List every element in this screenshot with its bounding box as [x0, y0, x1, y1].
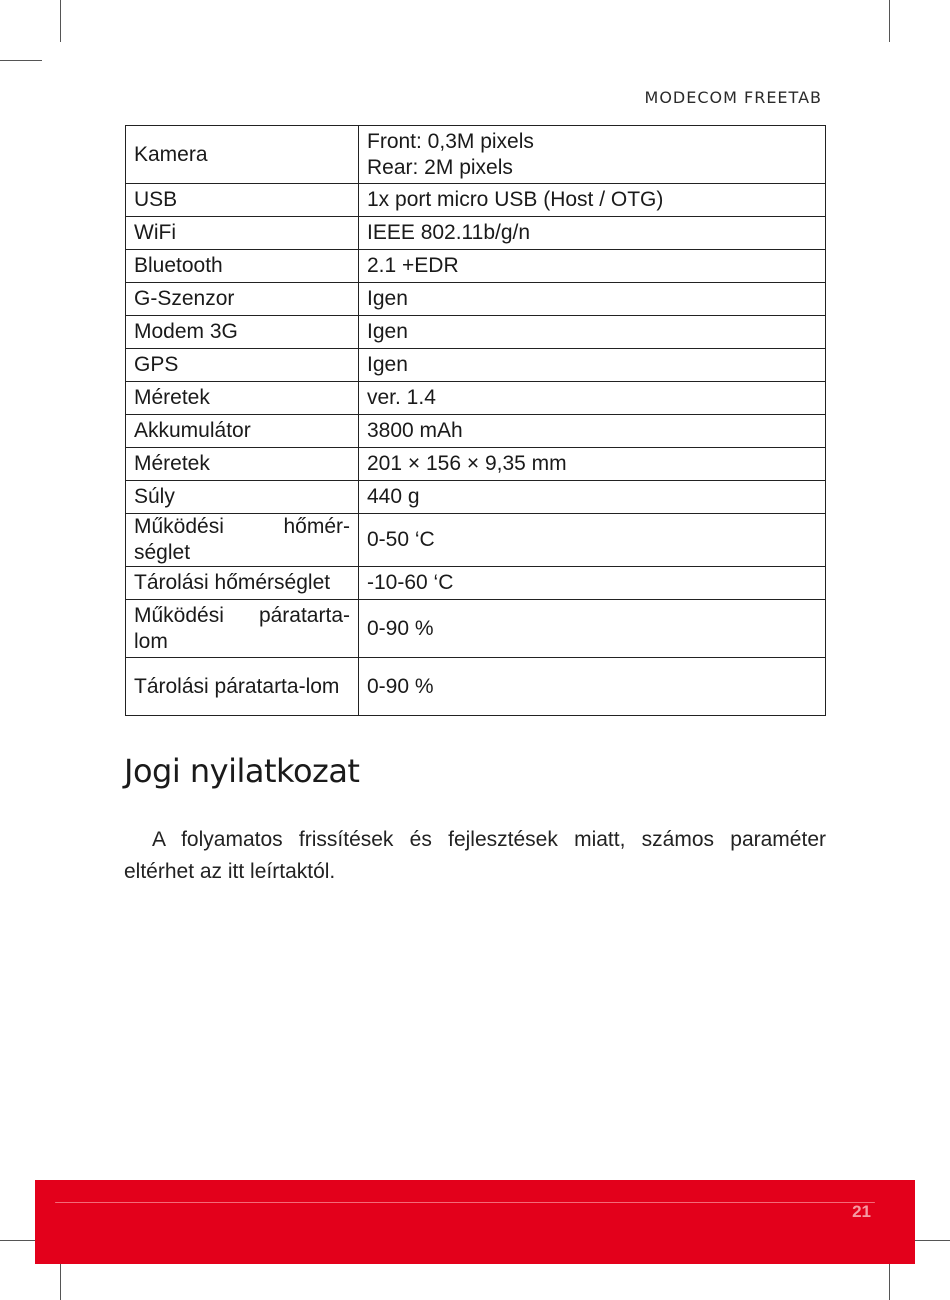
footer-band: [35, 1180, 915, 1264]
spec-value: [359, 448, 826, 481]
spec-value: [359, 415, 826, 448]
spec-value: [359, 658, 826, 716]
spec-row: [126, 481, 826, 514]
spec-value-line: ver. 1.4: [367, 386, 436, 409]
page-number: 21: [852, 1202, 871, 1221]
spec-value: [359, 217, 826, 250]
spec-value: [359, 349, 826, 382]
spec-label: Kamera: [126, 126, 359, 184]
spec-value-line: IEEE 802.11b/g/n: [367, 221, 531, 244]
disclaimer-paragraph: A folyamatos frissítések és fejlesztések miatt, számos paraméter eltérhet az itt leírtaktól.: [124, 828, 826, 883]
spec-value: [359, 250, 826, 283]
crop-mark-top-left-vertical: [60, 0, 61, 42]
spec-value-line: Igen: [367, 320, 408, 343]
spec-value: [359, 567, 826, 600]
spec-label: Akkumulátor: [126, 415, 359, 448]
spec-row: [126, 448, 826, 481]
spec-value-line: Rear: 2M pixels: [367, 155, 513, 179]
spec-value: [359, 316, 826, 349]
spec-row: [126, 250, 826, 283]
spec-row: [126, 126, 826, 184]
spec-value: [359, 481, 826, 514]
spec-label: Működési hőmér-séglet: [126, 514, 359, 567]
crop-mark-bottom-right-vertical: [889, 1258, 890, 1300]
spec-row: [126, 283, 826, 316]
crop-mark-bottom-left-vertical: [60, 1258, 61, 1300]
spec-value-line: 0-90 %: [367, 674, 434, 698]
spec-value-line: Front: 0,3M pixels: [367, 129, 534, 153]
spec-label: Méretek: [126, 448, 359, 481]
spec-row: [126, 600, 826, 658]
spec-value: [359, 514, 826, 567]
spec-value-line: 0-50 ‘C: [367, 528, 435, 551]
spec-label: Bluetooth: [126, 250, 359, 283]
spec-label: Méretek: [126, 382, 359, 415]
spec-label: Modem 3G: [126, 316, 359, 349]
spec-value-line: 2.1 +EDR: [367, 254, 459, 277]
spec-label: GPS: [126, 349, 359, 382]
spec-label: Működési páratarta-lom: [126, 600, 359, 658]
spec-value-line: -10-60 ‘C: [367, 571, 454, 594]
spec-value: [359, 600, 826, 658]
spec-row: [126, 316, 826, 349]
spec-row: [126, 217, 826, 250]
spec-value-line: 3800 mAh: [367, 419, 463, 442]
spec-label: Tárolási páratarta-lom: [126, 658, 359, 716]
spec-label: WiFi: [126, 217, 359, 250]
section-title: Jogi nyilatkozat: [124, 752, 360, 790]
spec-row: [126, 415, 826, 448]
spec-value: [359, 126, 826, 184]
footer-decor-line: [55, 1202, 875, 1203]
spec-row: [126, 658, 826, 716]
crop-mark-top-right-vertical: [889, 0, 890, 42]
brand-header: MODECOM FREETAB: [644, 88, 822, 107]
spec-row: [126, 382, 826, 415]
spec-row: [126, 567, 826, 600]
spec-row: [126, 349, 826, 382]
spec-value-line: 0-90 %: [367, 616, 434, 640]
spec-label: G-Szenzor: [126, 283, 359, 316]
spec-value-line: 201 × 156 × 9,35 mm: [367, 452, 567, 475]
crop-mark-top-left-horizontal: [0, 60, 42, 61]
spec-value-line: Igen: [367, 287, 408, 310]
spec-label: Súly: [126, 481, 359, 514]
spec-value-line: Igen: [367, 353, 408, 376]
spec-value-line: 440 g: [367, 485, 420, 508]
spec-row: [126, 514, 826, 567]
spec-value: [359, 283, 826, 316]
spec-value: [359, 382, 826, 415]
spec-label: USB: [126, 184, 359, 217]
spec-label: Tárolási hőmérséglet: [126, 567, 359, 600]
spec-row: [126, 184, 826, 217]
spec-value: [359, 184, 826, 217]
spec-table: [125, 125, 826, 716]
spec-value-line: 1x port micro USB (Host / OTG): [367, 188, 664, 211]
spec-table-body: [126, 126, 826, 716]
